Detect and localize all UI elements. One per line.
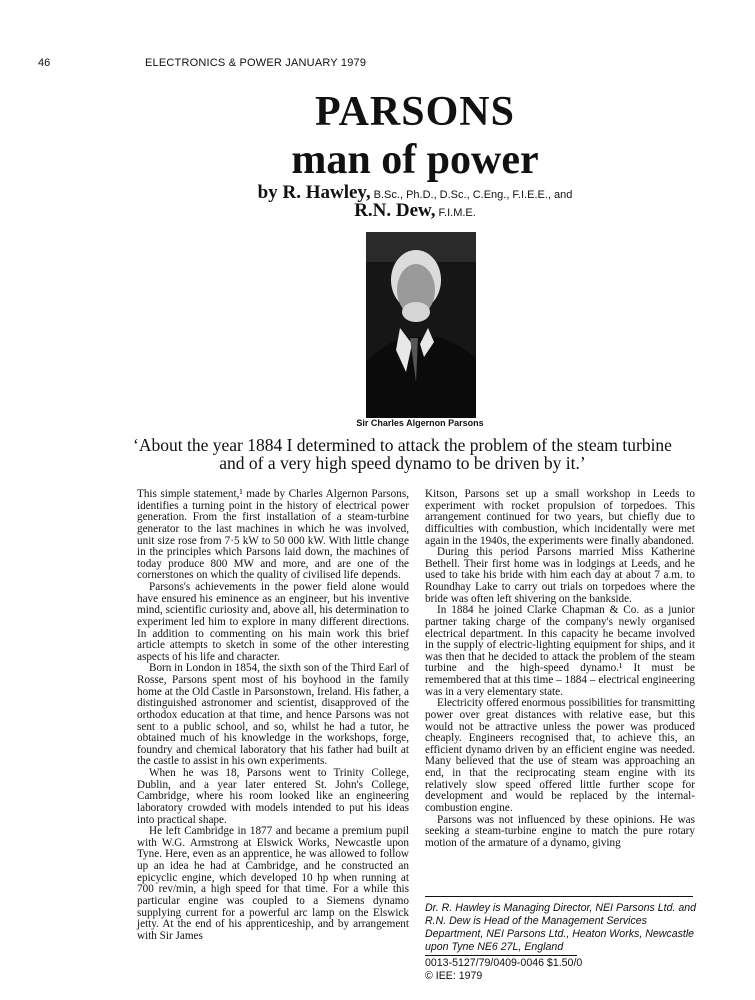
article-subtitle: man of power [291,137,539,183]
code-divider [425,955,577,956]
author-1: R. Hawley, [282,182,371,203]
paragraph: During this period Parsons married Miss Katherine Bethell. Their first home was in lodgings at Leeds, and he used to take his bride with him each day at about 7 a.m. to Roundhay Lake to carry out trials on torpedoes where the bride was often left shivering on the bankside. [425,546,695,605]
author-2-credentials: F.I.M.E. [435,207,476,219]
pull-quote: ‘About the year 1884 I determined to attack the problem of the steam turbine and of a very high speed dynamo to be driven by it.’ [133,435,672,473]
paragraph: Electricity offered enormous possibilities for transmitting power over great distances with relative ease, but this would not be attractive unless the power was produced cheaply. Engineers recognised that, to achieve this, an efficient dynamo driven by an efficient engine was needed. Many believed that the use of steam was approaching an end, in that the reciprocating steam engine with its relatively slow speed offered little further scope for development and would be replaced by the internal-combustion engine. [425,697,695,814]
article-title: PARSONS [315,89,515,135]
paragraph: Parsons was not influenced by these opinions. He was seeking a steam-turbine engine to match the pure rotary motion of the armature of a dynamo, giving [425,813,695,849]
paragraph: This simple statement,¹ made by Charles Algernon Parsons, identifies a turning point in the history of electrical power generation. From the first installation of a steam-turbine generator to the last machines in which he was involved, unit size rose from 7·5 kW to 50 000 kW. With little change in the principles which Parsons laid down, the machines of today produce 800 MW and more, and are one of the cornerstones on which the quality of civilised life depends. [137,488,409,582]
paragraph: He left Cambridge in 1877 and became a premium pupil with W.G. Armstrong at Elswick Works, Newcastle upon Tyne. Here, even as an apprentice, he was allowed to follow up an idea he had at Cambridge, and he constructed an epicyclic engine, which developed 10 hp when running at 700 rev/min, a high speed for that time. For a while this particular engine was coupled to a Siemens dynamo supplying current for a powerful arc lamp on the Elswick jetty. At the end of his apprenticeship, and by arrangement with Sir James [137,825,409,942]
byline [0,184,755,220]
portrait-photo [366,232,478,418]
paragraph: Born in London in 1854, the sixth son of the Third Earl of Rosse, Parsons spent most of his boyhood in the family home at the Old Castle in Parsonstown, Ireland. His father, a distinguished astronomer and scientist, disapproved of the orthodox education at that time, and hence Parsons was not sent to a public school, and so, whilst he had a tutor, he obtained much of his knowledge in the workshops, forge, foundry and chemical laboratory that his father had built at the castle to assist in his own experiments. [137,662,409,768]
paragraph: Kitson, Parsons set up a small workshop in Leeds to experiment with rocket propulsion of torpedoes. This arrangement continued for two years, but chiefly due to difficulties with combustion, which incidentally were met again in the 1940s, the experiments were finally abandoned. [425,488,695,547]
paragraph: Parsons's achievements in the power field alone would have ensured his eminence as an engineer, but his inventive mind, scientific curiosity and, above all, his determination to experiment led him to explore in many different directions. In addition to commenting on his main work this brief article attempts to sketch in some of the other interesting aspects of his life and character. [137,581,409,663]
publication-codes [425,957,582,983]
author-2: R.N. Dew, [354,200,436,221]
author-1-credentials: B.Sc., Ph.D., D.Sc., C.Eng., F.I.E.E., and [370,189,573,201]
body-column-2 [425,489,695,849]
page-number: 46 [38,57,51,69]
photo-caption: Sir Charles Algernon Parsons [356,418,484,428]
body-column-1 [137,489,409,942]
running-header: ELECTRONICS & POWER JANUARY 1979 [145,57,367,69]
issn-code: 0013-5127/79/0409-0046 $1.50/0 [425,957,583,969]
footnote-divider [425,896,693,897]
byline-prefix: by [257,182,283,203]
author-affiliation: Dr. R. Hawley is Managing Director, NEI Parsons Ltd. and R.N. Dew is Head of the Management Services Department, NEI Parsons Ltd., Heaton Works, Newcastle upon Tyne NE6 27L, England [425,902,697,953]
copyright: © IEE: 1979 [425,970,483,982]
paragraph: When he was 18, Parsons went to Trinity College, Dublin, and a year later entered St. John's College, Cambridge, where his room looked like an engineering laboratory crowded with models intended to put his ideas into practical shape. [137,767,409,826]
paragraph: In 1884 he joined Clarke Chapman & Co. as a junior partner taking charge of the company's newly organised electrical department. In this capacity he became involved in the supply of electric-lighting equipment for ships, and it was then that he decided to attack the problem of the steam turbine and the high-speed dynamo.¹ It must be remembered that at this time – 1884 – electrical engineering was in a very elementary state. [425,604,695,698]
